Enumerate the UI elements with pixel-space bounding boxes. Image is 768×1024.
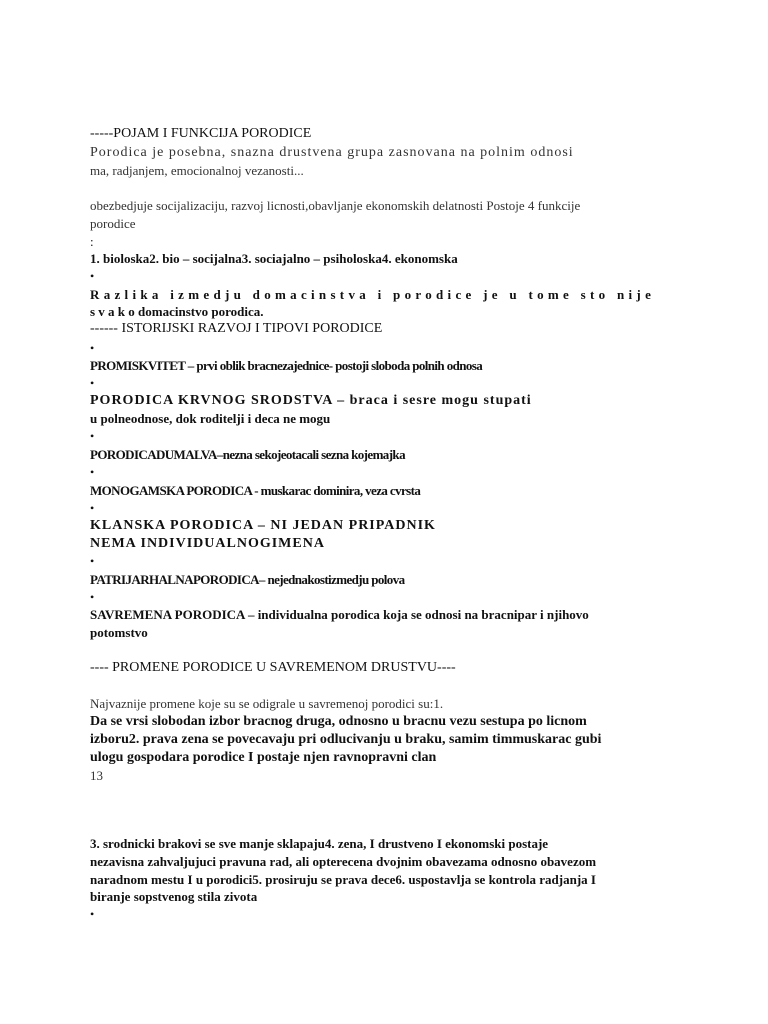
bullet: •	[90, 465, 95, 479]
list-item: SAVREMENA PORODICA – individualna porodica koja se odnosi na bracnipar i njihovo	[90, 607, 589, 622]
list-item: KLANSKA PORODICA – NI JEDAN PRIPADNIK	[90, 518, 436, 533]
list-item: PORODICADUMALVA–nezna sekojeotacali sezna kojemajka	[90, 447, 405, 462]
page-number: 13	[90, 768, 103, 783]
list-item-continued: u polneodnose, dok roditelji i deca ne mogu	[90, 411, 331, 426]
list-item-continued: NEMA INDIVIDUALNOGIMENA	[90, 536, 325, 551]
paragraph-line: porodice	[90, 216, 136, 231]
bullet: •	[90, 590, 95, 604]
list-item-continued: potomstvo	[90, 625, 148, 640]
paragraph-line: naradnom mestu I u porodici5. prosiruju se prava dece6. uspostavlja se kontrola radjanja I	[90, 872, 596, 887]
paragraph-line: biranje sopstvenog stila zivota	[90, 889, 258, 904]
paragraph-line: s v a k o domacinstvo porodica.	[90, 304, 264, 319]
paragraph-line: izboru2. prava zena se povecavaju pri odlucivanju u braku, samim timmuskarac gubi	[90, 732, 602, 747]
paragraph-line: ulogu gospodara porodice I postaje njen ravnopravni clan	[90, 750, 437, 765]
paragraph-line: ma, radjanjem, emocionalnoj vezanosti...	[90, 163, 304, 178]
list-item: MONOGAMSKA PORODICA - muskarac dominira, veza cvrsta	[90, 483, 421, 498]
bullet: •	[90, 907, 95, 921]
bullet: •	[90, 501, 95, 515]
section-heading-2: ------ ISTORIJSKI RAZVOJ I TIPOVI PORODICE	[90, 321, 383, 336]
paragraph-line: Najvaznije promene koje su se odigrale u savremenoj porodici su:1.	[90, 696, 444, 711]
bullet: •	[90, 554, 95, 568]
colon-text: :	[90, 234, 94, 249]
bullet: •	[90, 341, 95, 355]
bullet: •	[90, 269, 95, 283]
list-item: PORODICA KRVNOG SRODSTVA – braca i sesre mogu stupati	[90, 393, 532, 408]
paragraph-line: Porodica je posebna, snazna drustvena grupa zasnovana na polnim odnosi	[90, 145, 574, 160]
bullet: •	[90, 429, 95, 443]
bullet: •	[90, 376, 95, 390]
section-heading-3: ---- PROMENE PORODICE U SAVREMENOM DRUSTVU----	[90, 660, 456, 675]
paragraph-line: Da se vrsi slobodan izbor bracnog druga, odnosno u bracnu vezu sestupa po licnom	[90, 714, 587, 729]
functions-list: 1. bioloska2. bio – socijalna3. sociajalno – psiholoska4. ekonomska	[90, 251, 458, 266]
list-item: PATRIJARHALNAPORODICA– nejednakostizmedju polova	[90, 572, 405, 587]
paragraph-line: Razlika izmedju domacinstva i porodice je u tome sto nije	[90, 287, 656, 302]
paragraph-line: nezavisna zahvaljujuci pravuna rad, ali opterecena dvojnim obavezama odnosno obavezom	[90, 854, 597, 869]
paragraph-line: obezbedjuje socijalizaciju, razvoj licnosti,obavljanje ekonomskih delatnosti Postoje 4 funkcije	[90, 198, 581, 213]
section-heading-1: -----POJAM I FUNKCIJA PORODICE	[90, 126, 312, 141]
list-item: PROMISKVITET – prvi oblik bracnezajednice- postoji sloboda polnih odnosa	[90, 358, 483, 373]
paragraph-line: 3. srodnicki brakovi se sve manje sklapaju4. zena, I drustveno I ekonomski postaje	[90, 836, 549, 851]
